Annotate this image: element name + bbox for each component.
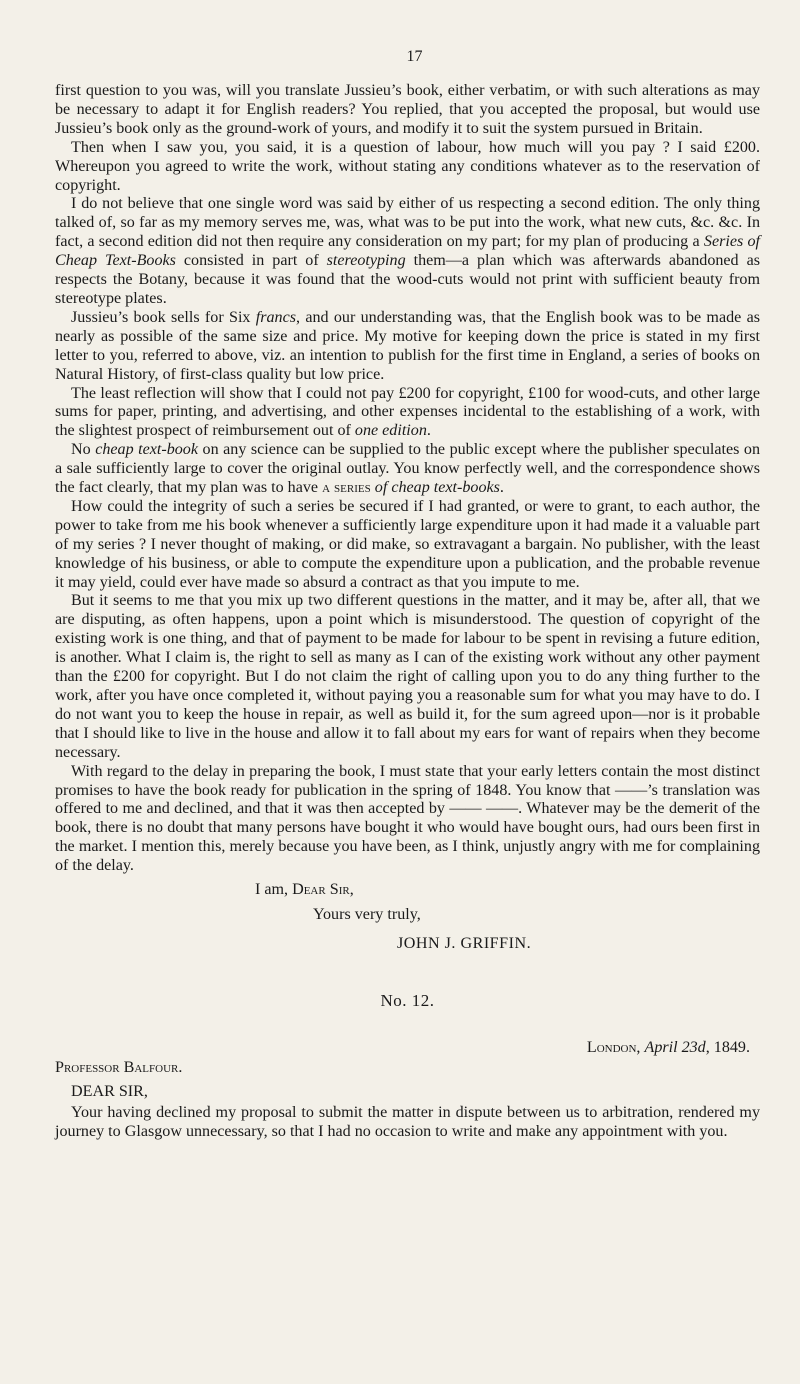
letter-body-2 [55,1103,760,1141]
letter-number: No. 12. [380,991,435,1011]
recipient: Professor Balfour. [55,1059,183,1077]
closing-salutation: I am, Dear Sir, [255,881,354,899]
paragraph: How could the integrity of such a series be secured if I had granted, or were to grant, to each author, the power to take from me his book whenever a sufficiently large expenditure upon it had made it a valuable part of my series ? I never thought of making, or did make, so extravagant a bargain. No publisher, with the least knowledge of his business, or able to compute the expenditure upon a publication, and the probable revenue it may yield, could ever have made so absurd a contract as that you impute to me. [55,497,760,591]
paragraph: With regard to the delay in preparing the book, I must state that your early letters contain the most distinct promises to have the book ready for publication in the spring of 1848. You know that ——’s translation was offered to me and declined, and that it was then accepted by —— ——. Whatever may be the demerit of the book, there is no doubt that many persons have bought it who would have bought ours, had ours been first in the market. I mention this, merely because you have been, as I think, unjustly angry with me for complaining of the delay. [55,762,760,875]
page-number: 17 [406,48,423,65]
paragraph: Your having declined my proposal to submit the matter in dispute between us to arbitration, rendered my journey to Glasgow unnecessary, so that I had no occasion to write and make any appointment with you. [55,1104,760,1141]
paragraph: Then when I saw you, you said, it is a question of labour, how much will you pay ? I said £200. Whereupon you agreed to write the work, without stating any conditions whatever as to the reservation of copyright. [55,138,760,194]
paragraph: But it seems to me that you mix up two different questions in the matter, and it may be, after all, that we are disputing, as often happens, upon a point which is misunderstood. The question of copyright of the existing work is one thing, and that of payment to be made for labour to be spent in revising a future edition, is another. What I claim is, the right to sell as many as I can of the existing work without any other payment than the £200 for copyright. But I do not claim the right of calling upon you to do any thing further to the work, after you have once completed it, without paying you a reasonable sum for what you may have to do. I do not want you to keep the house in repair, as well as build it, for the sum agreed upon—nor is it probable that I should like to live in the house and allow it to fall about my ears for want of repairs when they become necessary. [55,592,760,761]
paragraph: The least reflection will show that I could not pay £200 for copyright, £100 for wood-cuts, and other large sums for paper, printing, and advertising, and other expenses incidental to the establishing of a work, with the slightest prospect of reimbursement out of one edition. [55,384,760,440]
paragraph: No cheap text-book on any science can be supplied to the public except where the publisher speculates on a sale sufficiently large to cover the original outlay. You know perfectly well, and the correspondence shows the fact clearly, that my plan was to have a series of cheap text-books. [55,441,760,497]
greeting: DEAR SIR, [71,1083,148,1101]
signature-name: JOHN J. GRIFFIN. [397,935,532,953]
paragraph: Jussieu’s book sells for Six francs, and our understanding was, that the English book was to be made as nearly as possible of the same size and price. My motive for keeping down the price is stated in my first letter to you, referred to above, viz. an intention to publish for the first time in England, a series of books on Natural History, of first-class quality but low price. [55,308,760,383]
closing-yours: Yours very truly, [313,906,421,924]
paragraph: first question to you was, will you translate Jussieu’s book, either verbatim, or with such alterations as may be necessary to adapt it for English readers? You replied, that you accepted the proposal, but would use Jussieu’s book only as the ground-work of yours, and modify it to suit the system pursued in Britain. [55,82,760,137]
dateline: London, April 23d, 1849. [586,1039,750,1057]
paragraph: I do not believe that one single word was said by either of us respecting a second edition. The only thing talked of, so far as my memory serves me, was, what was to be put into the work, what new cuts, &c. &c. In fact, a second edition did not then require any consideration on my part; for my plan of producing a Series of Cheap Text-Books consisted in part of stereotyping them—a plan which was afterwards abandoned as respects the Botany, because it was found that the wood-cuts would not print with sufficient beauty from stereotype plates. [55,195,760,307]
letter-closing [55,880,760,953]
letter-body [55,82,760,876]
